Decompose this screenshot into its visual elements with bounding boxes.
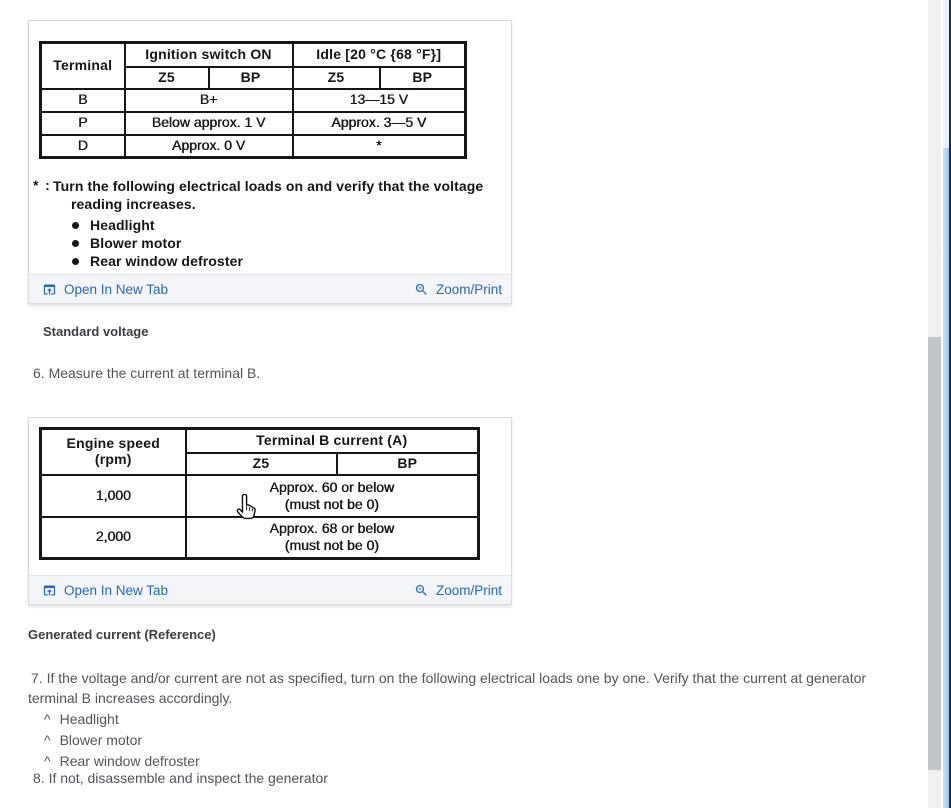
zoom-print-link[interactable] <box>414 282 502 297</box>
ignition-value-cell: Approx. 0 V <box>125 135 293 158</box>
current-subheader-bp: BP <box>337 453 479 475</box>
current-subheader-z5: Z5 <box>186 453 337 475</box>
step-7-text: 7. If the voltage and/or current are not as specified, turn on the following electrical loads one by one. Verify that the current at generator terminal B increases accordingly. <box>28 670 867 706</box>
open-in-new-tab-icon <box>42 583 57 598</box>
footnote-colon: : <box>45 177 50 193</box>
step-8-text: 8. If not, disassemble and inspect the generator <box>33 770 328 786</box>
step-7-load-list <box>44 709 200 772</box>
list-item <box>44 709 200 729</box>
open-in-new-tab-icon <box>42 282 57 297</box>
voltage-footnote <box>33 177 501 270</box>
current-spec-image-card <box>28 417 512 605</box>
caret-bullet: ^ <box>44 711 51 727</box>
zoom-in-icon <box>414 282 429 297</box>
voltage-subheader-bp-1: BP <box>209 67 293 89</box>
step-6-text: 6. Measure the current at terminal B. <box>33 365 261 381</box>
load-label: Headlight <box>59 711 119 727</box>
voltage-subheader-z5-1: Z5 <box>125 67 209 89</box>
load-label: Headlight <box>90 217 155 233</box>
standard-voltage-table <box>39 41 467 159</box>
footnote-asterisk: * <box>33 177 39 193</box>
table-row <box>41 112 466 135</box>
table-row <box>41 135 466 158</box>
bullet-icon <box>72 258 79 265</box>
voltage-subheader-bp-2: BP <box>380 67 466 89</box>
caret-bullet: ^ <box>44 732 51 748</box>
list-item <box>72 234 501 252</box>
bullet-icon <box>72 222 79 229</box>
zoom-print-label: Zoom/Print <box>435 281 502 297</box>
load-label: Rear window defroster <box>90 253 244 269</box>
caret-bullet: ^ <box>44 753 51 769</box>
table-row <box>41 517 479 559</box>
image-toolbar <box>29 575 511 604</box>
current-table-corner-header: Engine speed (rpm) <box>41 429 186 475</box>
current-table-group-header: Terminal B current (A) <box>186 429 479 453</box>
image-toolbar <box>29 274 511 303</box>
load-label: Rear window defroster <box>59 753 200 769</box>
footnote-load-list <box>33 216 501 270</box>
engine-speed-cell: 2,000 <box>41 517 186 559</box>
bullet-icon <box>72 240 79 247</box>
table-row <box>41 89 466 112</box>
idle-value-cell: Approx. 3—5 V <box>293 112 466 135</box>
table-row <box>41 475 479 517</box>
idle-value-cell: * <box>293 135 466 158</box>
list-item <box>72 216 501 234</box>
terminal-cell: P <box>41 112 125 135</box>
engine-speed-cell: 1,000 <box>41 475 186 517</box>
terminal-cell: D <box>41 135 125 158</box>
hand-cursor <box>233 494 259 524</box>
list-item <box>44 730 200 750</box>
voltage-subheader-z5-2: Z5 <box>293 67 380 89</box>
voltage-table-corner-header: Terminal <box>41 43 125 89</box>
generated-current-caption: Generated current (Reference) <box>28 627 216 642</box>
load-label: Blower motor <box>90 235 182 251</box>
idle-value-cell: 13—15 V <box>293 89 466 112</box>
list-item <box>44 751 200 771</box>
footnote-text: Turn the following electrical loads on and verify that the voltage reading increases. <box>53 178 484 212</box>
load-label: Blower motor <box>59 732 143 748</box>
open-in-new-tab-link[interactable] <box>42 282 168 297</box>
terminal-b-current-table <box>39 427 480 560</box>
ignition-value-cell: Below approx. 1 V <box>125 112 293 135</box>
voltage-spec-image-card <box>28 20 512 304</box>
zoom-in-icon <box>414 583 429 598</box>
voltage-table-group-idle: Idle [20 °C {68 °F}] <box>293 43 466 67</box>
current-value-cell: Approx. 68 or below (must not be 0) <box>186 517 479 559</box>
current-value-cell: Approx. 60 or below (must not be 0) <box>186 475 479 517</box>
content-scrollbar-thumb[interactable] <box>928 337 941 770</box>
open-in-new-tab-label: Open In New Tab <box>64 281 169 297</box>
open-in-new-tab-link[interactable] <box>42 583 168 598</box>
list-item <box>72 252 501 270</box>
standard-voltage-caption: Standard voltage <box>43 324 149 339</box>
voltage-table-group-ignition: Ignition switch ON <box>125 43 293 67</box>
zoom-print-link[interactable] <box>414 583 502 598</box>
ignition-value-cell: B+ <box>125 89 293 112</box>
terminal-cell: B <box>41 89 125 112</box>
zoom-print-label: Zoom/Print <box>435 582 502 598</box>
open-in-new-tab-label: Open In New Tab <box>64 582 169 598</box>
